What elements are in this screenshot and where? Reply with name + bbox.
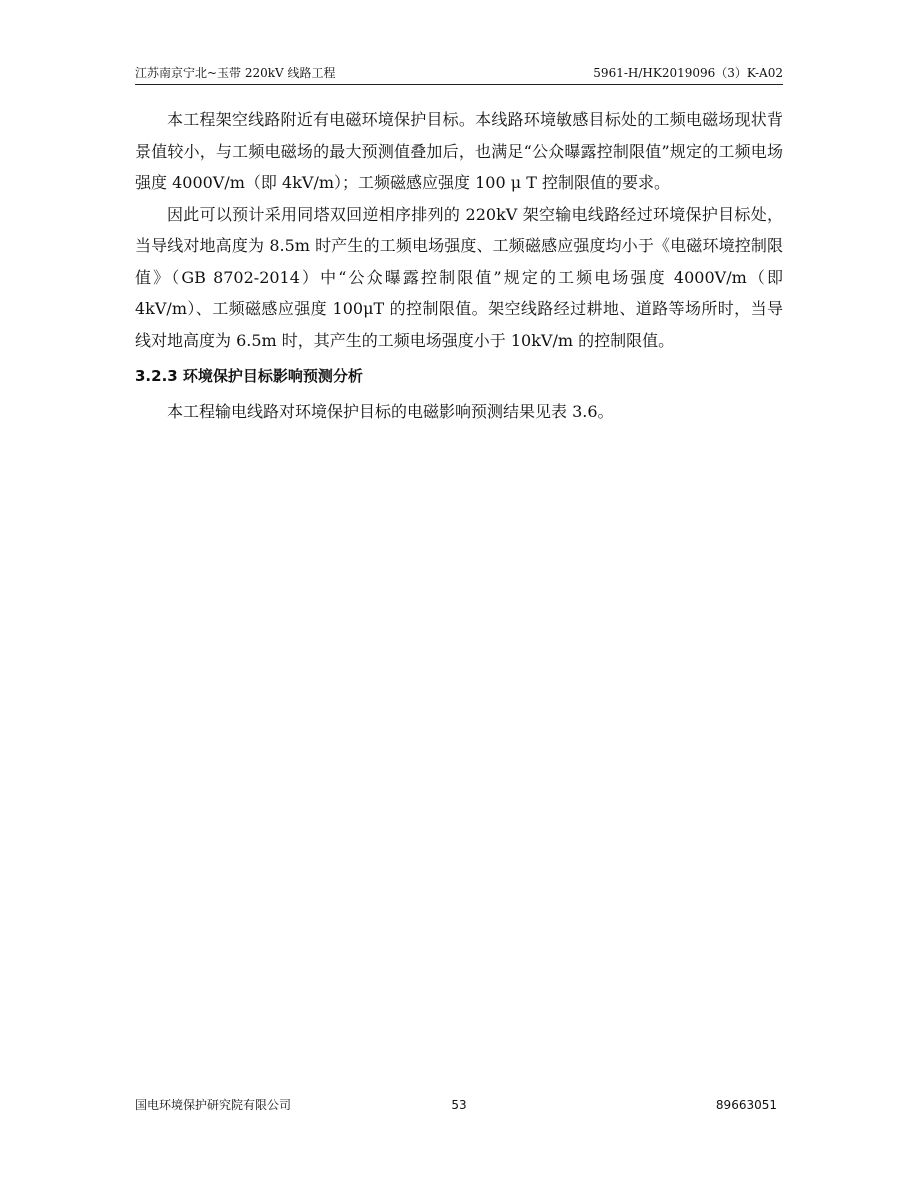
page-footer [135, 1096, 783, 1116]
section-heading: 3.2.3 环境保护目标影响预测分析 [135, 367, 363, 385]
body-paragraph: 本工程架空线路附近有电磁环境保护目标。本线路环境敏感目标处的工频电磁场现状背景值较小，与工频电磁场的最大预测值叠加后，也满足“公众曝露控制限值”规定的工频电场强度 4000V/m（即 4kV/m）；工频磁感应强度 100 μ T 控制限值的要求。 [135, 110, 783, 192]
header-project-title: 江苏南京宁北~玉带 220kV 线路工程 [135, 66, 336, 80]
footer-code: 89663051 [715, 1098, 777, 1112]
body-paragraph: 因此可以预计采用同塔双回逆相序排列的 220kV 架空输电线路经过环境保护目标处，当导线对地高度为 8.5m 时产生的工频电场强度、工频磁感应强度均小于《电磁环境控制限值》（GB 8702-2014）中“公众曝露控制限值”规定的工频电场强度 4000V/m（即 4kV/m）、工频磁感应强度 100μT 的控制限值。架空线路经过耕地、道路等场所时，当导线对地高度为 6.5m 时，其产生的工频电场强度小于 10kV/m 的控制限值。 [135, 204, 783, 350]
section-paragraph: 本工程输电线路对环境保护目标的电磁影响预测结果见表 3.6。 [167, 402, 614, 421]
header-document-number: 5961-H/HK2019096（3）K-A02 [593, 66, 783, 80]
page-body [135, 104, 783, 428]
footer-organization: 国电环境保护研究院有限公司 [135, 1098, 292, 1112]
page-number: 53 [451, 1098, 467, 1112]
page-header [135, 64, 783, 85]
